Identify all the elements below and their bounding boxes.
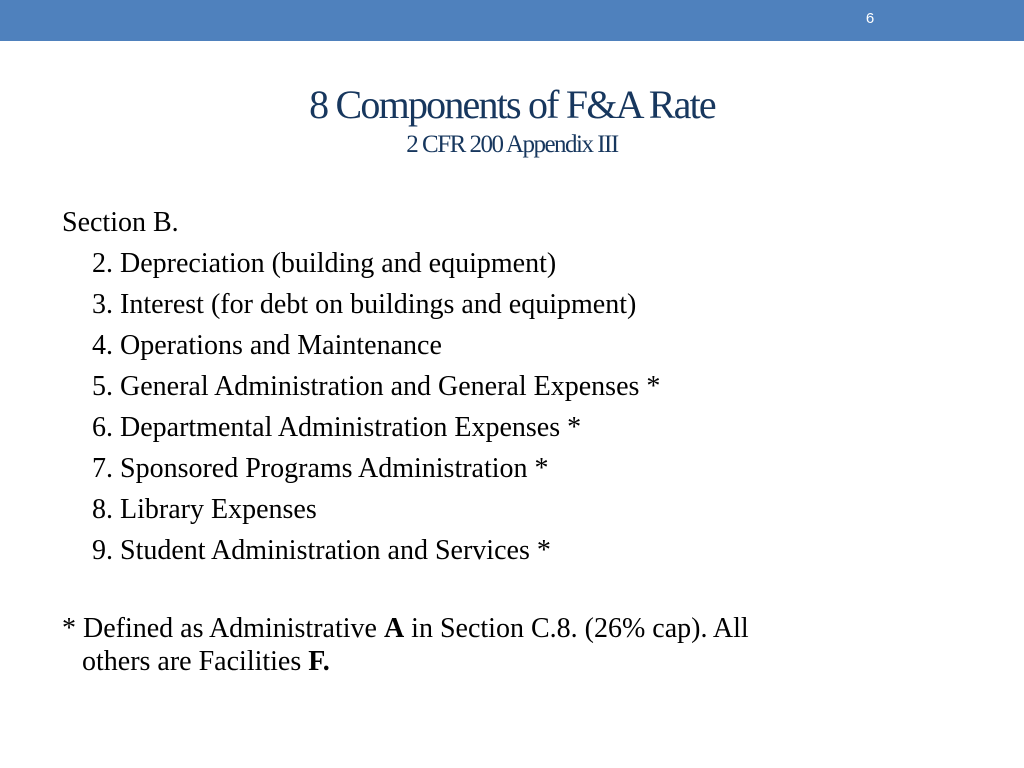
list-item: 6. Departmental Administration Expenses * bbox=[92, 412, 582, 443]
footnote-bold-a: A bbox=[383, 613, 405, 644]
list-item: 2. Depreciation (building and equipment) bbox=[92, 248, 557, 279]
section-heading: Section B. bbox=[62, 207, 179, 238]
footnote bbox=[62, 612, 962, 678]
slide-number: 6 bbox=[865, 10, 875, 27]
list-item: 9. Student Administration and Services * bbox=[92, 535, 551, 566]
footnote-line2-prefix: others are Facilities bbox=[82, 646, 309, 677]
list-item: 5. General Administration and General Expenses * bbox=[92, 371, 661, 402]
title-main: 8 Components of F&A Rate bbox=[309, 82, 715, 127]
list-item: 7. Sponsored Programs Administration * bbox=[92, 453, 549, 484]
footnote-bold-f: F. bbox=[308, 646, 330, 677]
list-item: 4. Operations and Maintenance bbox=[92, 330, 442, 361]
footnote-line-1 bbox=[62, 612, 962, 645]
footnote-middle: in Section C.8. (26% cap). All bbox=[404, 613, 749, 644]
footnote-prefix: * Defined as Administrative bbox=[62, 613, 384, 644]
list-item: 3. Interest (for debt on buildings and equipment) bbox=[92, 289, 637, 320]
slide-title bbox=[0, 82, 1024, 160]
content-list bbox=[62, 202, 982, 571]
top-bar bbox=[0, 0, 1024, 41]
list-item: 8. Library Expenses bbox=[92, 494, 317, 525]
footnote-line-2 bbox=[62, 645, 962, 678]
title-subtitle: 2 CFR 200 Appendix III bbox=[406, 131, 618, 158]
